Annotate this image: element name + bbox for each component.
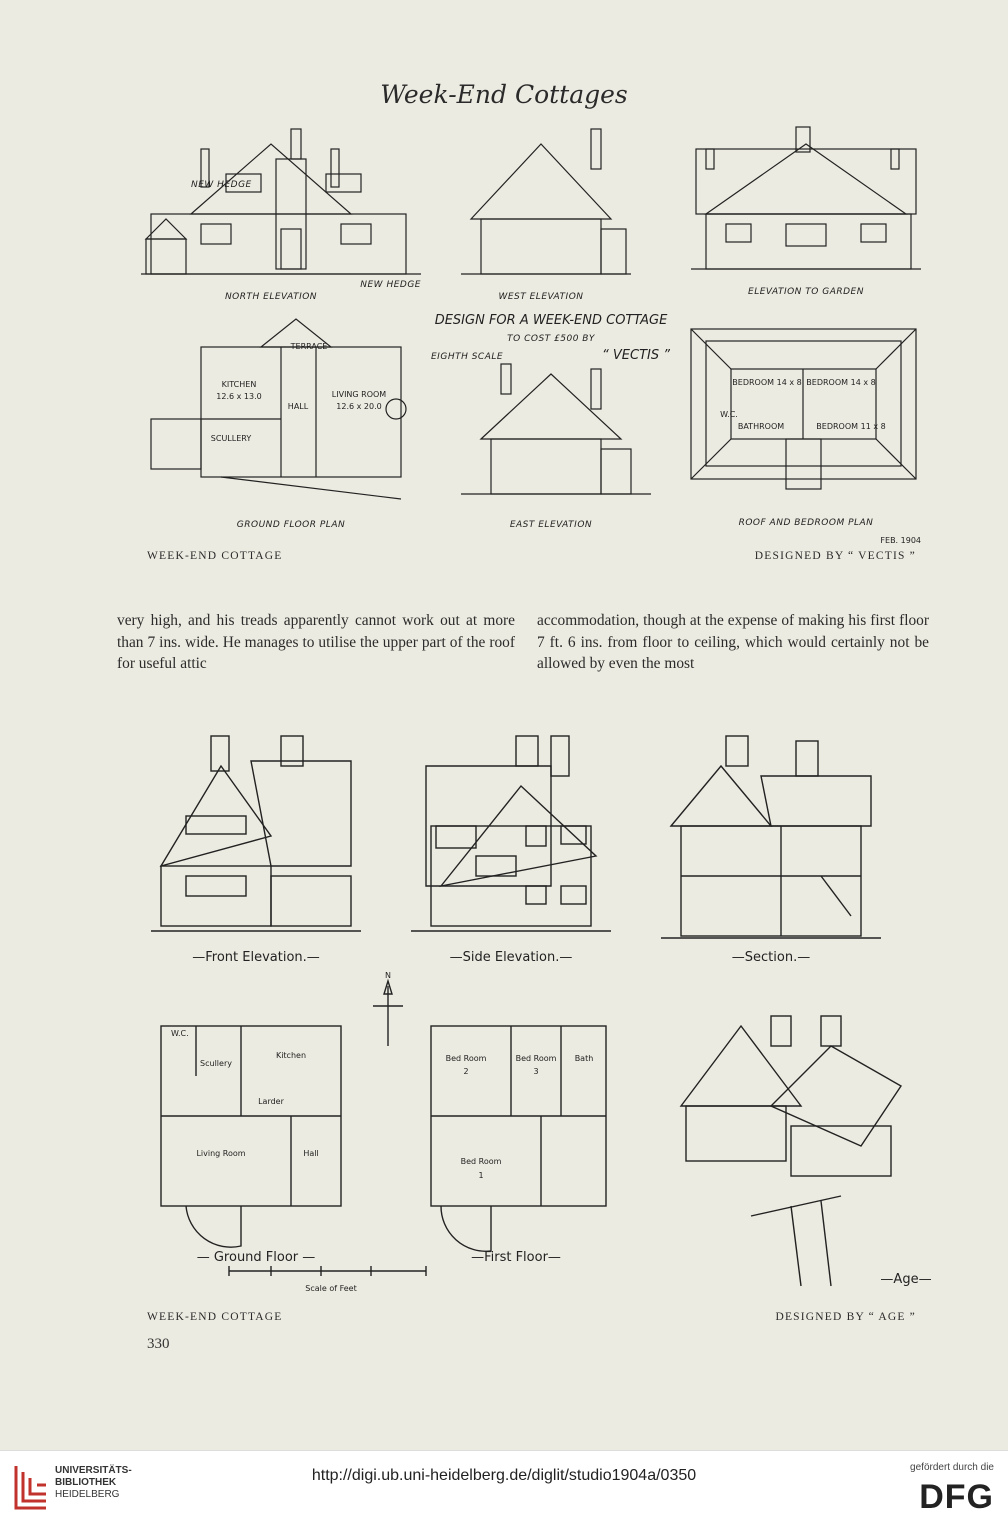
- age-signature: —Age—: [880, 1272, 932, 1287]
- scullery-label: SCULLERY: [210, 434, 252, 443]
- hedge-left-label: NEW HEDGE: [191, 180, 252, 190]
- vectis-plate: [130, 118, 932, 550]
- kitchen-label: KITCHEN: [221, 380, 257, 389]
- page-number: 330: [147, 1336, 170, 1352]
- design-title-line2: TO COST £500 BY: [507, 334, 595, 344]
- bathroom-label: BATHROOM: [737, 422, 785, 431]
- bed-room-2-label: Bed Room: [445, 1054, 487, 1063]
- caption-top-left: WEEK-END COTTAGE: [147, 550, 283, 562]
- library-line-1: UNIVERSITÄTS-: [55, 1465, 132, 1476]
- scale-bar: [229, 1266, 426, 1276]
- roof-plan-label: ROOF AND BEDROOM PLAN: [738, 518, 874, 528]
- side-elevation-label: —Side Elevation.—: [449, 950, 573, 965]
- first-floor-label: —First Floor—: [471, 1250, 561, 1265]
- west-elevation-label: WEST ELEVATION: [498, 292, 584, 302]
- north-elevation-label: NORTH ELEVATION: [224, 292, 318, 302]
- bed-room-3-number: 3: [533, 1067, 539, 1076]
- living-room-size: 12.6 x 20.0: [336, 402, 382, 411]
- bedroom-1-label: BEDROOM 14 x 8: [732, 378, 802, 387]
- age-plate: [140, 725, 942, 1307]
- kitchen-age-label: Kitchen: [275, 1051, 307, 1060]
- bath-label: Bath: [574, 1054, 594, 1063]
- hedge-right-label: NEW HEDGE: [360, 280, 421, 290]
- terrace-label: TERRACE: [290, 342, 328, 351]
- body-right-text: accommodation, though at the expense of making his first floor 7 ft. 6 ins. from floor to ceiling, which would certainly not be allowed by even the most: [537, 612, 929, 673]
- living-room-age-label: Living Room: [196, 1149, 246, 1158]
- library-line-3: HEIDELBERG: [55, 1489, 120, 1500]
- hall-age-label: Hall: [303, 1149, 319, 1158]
- body-column-right: [537, 610, 929, 675]
- perspective-drawing: [681, 1016, 901, 1286]
- caption-bottom-left: WEEK-END COTTAGE: [147, 1311, 283, 1323]
- garden-elevation-label: ELEVATION TO GARDEN: [748, 287, 864, 297]
- section-label: —Section.—: [731, 950, 811, 965]
- bedroom-2-label: BEDROOM 14 x 8: [806, 378, 876, 387]
- caption-bottom-right: DESIGNED BY “ AGE ”: [775, 1311, 916, 1323]
- north-elevation-drawing: [141, 129, 421, 274]
- wc-age-label: W.C.: [171, 1029, 189, 1038]
- scullery-age-label: Scullery: [200, 1059, 232, 1068]
- side-elevation-drawing: [411, 736, 611, 931]
- garden-elevation-drawing: [691, 127, 921, 269]
- ground-floor-age-label: — Ground Floor —: [196, 1250, 316, 1265]
- design-title-line1: DESIGN FOR A WEEK-END COTTAGE: [434, 313, 668, 328]
- caption-top-right: DESIGNED BY “ VECTIS ”: [754, 550, 916, 562]
- bed-room-1-label: Bed Room: [460, 1157, 502, 1166]
- body-column-left: [117, 610, 515, 675]
- eighth-scale-label: EIGHTH SCALE: [431, 352, 504, 362]
- dfg-logo: DFG: [919, 1478, 994, 1516]
- ground-floor-plan-age-drawing: [161, 1026, 341, 1247]
- north-mark: N: [385, 971, 391, 980]
- section-drawing: [661, 736, 881, 938]
- roof-plan-drawing: [691, 329, 916, 489]
- ground-plan-label: GROUND FLOOR PLAN: [236, 520, 346, 530]
- east-elevation-label: EAST ELEVATION: [509, 520, 593, 530]
- bed-room-1-number: 1: [478, 1171, 484, 1180]
- source-url-link[interactable]: http://digi.ub.uni-heidelberg.de/diglit/studio1904a/0350: [311, 1467, 697, 1484]
- north-compass: [373, 981, 403, 1046]
- scale-of-feet-label: Scale of Feet: [305, 1284, 357, 1293]
- east-elevation-drawing: [461, 364, 651, 494]
- kitchen-size: 12.6 x 13.0: [216, 392, 262, 401]
- hall-label: HALL: [287, 402, 309, 411]
- wc-label: W.C.: [720, 410, 738, 419]
- bed-room-3-label: Bed Room: [515, 1054, 557, 1063]
- vectis-signature: “ VECTIS ”: [602, 348, 670, 363]
- larder-age-label: Larder: [258, 1097, 284, 1106]
- front-elevation-label: —Front Elevation.—: [192, 950, 320, 965]
- bed-room-2-number: 2: [463, 1067, 469, 1076]
- body-left-text: very high, and his treads apparently cannot work out at more than 7 ins. wide. He manages to utilise the upper part of the roof for useful attic: [117, 612, 515, 673]
- living-room-label: LIVING ROOM: [331, 390, 387, 399]
- front-elevation-drawing: [151, 736, 361, 931]
- bedroom-3-label: BEDROOM 11 x 8: [816, 422, 886, 431]
- footer-bar: [0, 1450, 1008, 1521]
- date-label: FEB. 1904: [880, 536, 921, 545]
- funding-note: gefördert durch die: [910, 1462, 994, 1473]
- library-line-2: BIBLIOTHEK: [55, 1477, 117, 1488]
- page-running-title: Week-End Cottages: [380, 80, 628, 109]
- west-elevation-drawing: [461, 129, 631, 274]
